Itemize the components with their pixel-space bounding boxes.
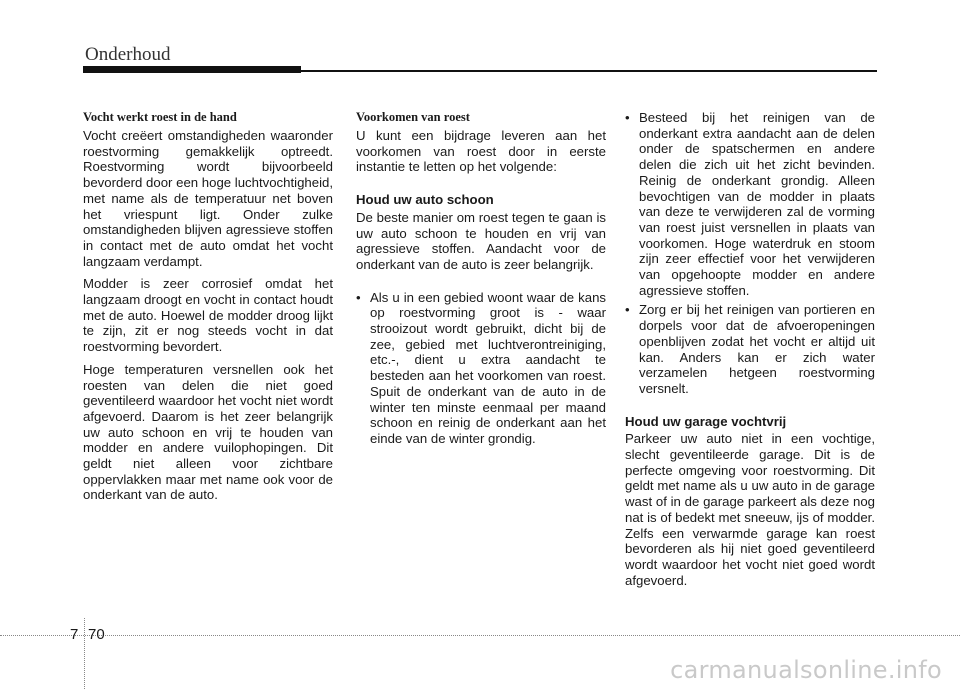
footer-rule	[0, 635, 960, 636]
paragraph: Vocht creëert omstandigheden waaronder roestvorming gemakkelijk optreedt. Roestvorming wordt bijvoorbeeld bevorderd door een hoge luchtvochtigheid, met name als de temperatuur net boven het vriespunt ligt. Onder zulke omstandigheden blijven agressieve stoffen in contact met de auto omdat het vocht langzaam verdampt.	[83, 128, 334, 269]
paragraph: Parkeer uw auto niet in een vochtige, slecht geventileerde garage. Dit is de perfecte omgeving voor roestvorming. Dit geldt met name als u uw auto in de garage wast of in de garage parkeert als deze nog nat is of bedekt met sneeuw, ijs of modder. Zelfs een verwarmde garage kan roest bevorderen als hij niet goed geventileerd wordt waardoor het vocht niet goed wordt afgevoerd.	[625, 431, 875, 588]
section-title: Onderhoud	[85, 44, 171, 65]
footer-divider	[84, 618, 85, 689]
bullet-list	[625, 110, 875, 397]
paragraph: U kunt een bijdrage leveren aan het voorkomen van roest door in eerste instantie te letten op het volgende:	[356, 128, 606, 175]
subheading-keep-clean: Houd uw auto schoon	[356, 192, 494, 208]
column-middle	[356, 110, 606, 454]
list-item-text: Besteed bij het reinigen van de onderkant extra aandacht aan de delen onder de spatschermen en andere delen die zich uit het zicht bevinden. Reinig de onderkant grondig. Alleen bevochtigen van de modder in plaats van deze te verwijderen zal de vorming van roest juist versnellen in plaats van voorkomen. Hoge waterdruk en stoom zijn zeer effectief voor het verwijderen van opgehoopte modder en andere agressieve stoffen.	[639, 110, 875, 298]
paragraph: Modder is zeer corrosief omdat het langzaam droogt en vocht in contact houdt met de auto. Hoewel de modder droog lijkt te zijn, zit er nog steeds vocht in dat roestvorming bevordert.	[83, 276, 333, 355]
list-item	[625, 302, 875, 396]
paragraph: Hoge temperaturen versnellen ook het roesten van delen die niet goed geventileerd waardoor het vocht niet wordt afgevoerd. Daarom is het zeer belangrijk uw auto schoon en vrij te houden van modder en andere vuilophopingen. Dit geldt niet alleen voor zichtbare oppervlakken maar met name ook voor de onderkant van de auto.	[83, 361, 333, 503]
page-number: 70	[88, 626, 105, 643]
list-item	[356, 290, 606, 447]
list-item	[625, 110, 875, 298]
bullet-icon: •	[625, 110, 630, 125]
bullet-list	[356, 290, 606, 447]
chapter-number: 7	[70, 626, 79, 643]
list-item-text: Als u in een gebied woont waar de kans op roestvorming groot is - waar strooizout wordt gebruikt, dicht bij de zee, gebied met luchtverontreiniging, etc.-, dient u extra aandacht te besteden aan het voorkomen van roest. Spuit de onderkant van de auto in de winter ten minste eenmaal per maand schoon en reinig de onderkant aan het einde van de winter grondig.	[370, 289, 606, 446]
header-rule-thick	[83, 66, 301, 73]
heading-prevent-rust: Voorkomen van roest	[356, 110, 470, 124]
paragraph: De beste manier om roest tegen te gaan is uw auto schoon te houden en vrij van agressieve stoffen. Aandacht voor de onderkant van de auto is zeer belangrijk.	[356, 209, 606, 272]
header-rule-thin	[301, 70, 877, 72]
column-right	[625, 110, 875, 595]
bullet-icon: •	[625, 302, 630, 318]
heading-moisture: Vocht werkt roest in de hand	[83, 110, 237, 124]
watermark: carmanualsonline.info	[670, 656, 942, 684]
column-left	[83, 110, 333, 510]
subheading-garage-dry: Houd uw garage vochtvrij	[625, 413, 787, 429]
list-item-text: Zorg er bij het reinigen van portieren en dorpels voor dat de afvoeropeningen openblijven zodat het vocht er altijd uit kan. Anders kan er zich water verzamelen hetgeen roestvorming versnelt.	[639, 302, 875, 396]
bullet-icon: •	[356, 289, 361, 305]
